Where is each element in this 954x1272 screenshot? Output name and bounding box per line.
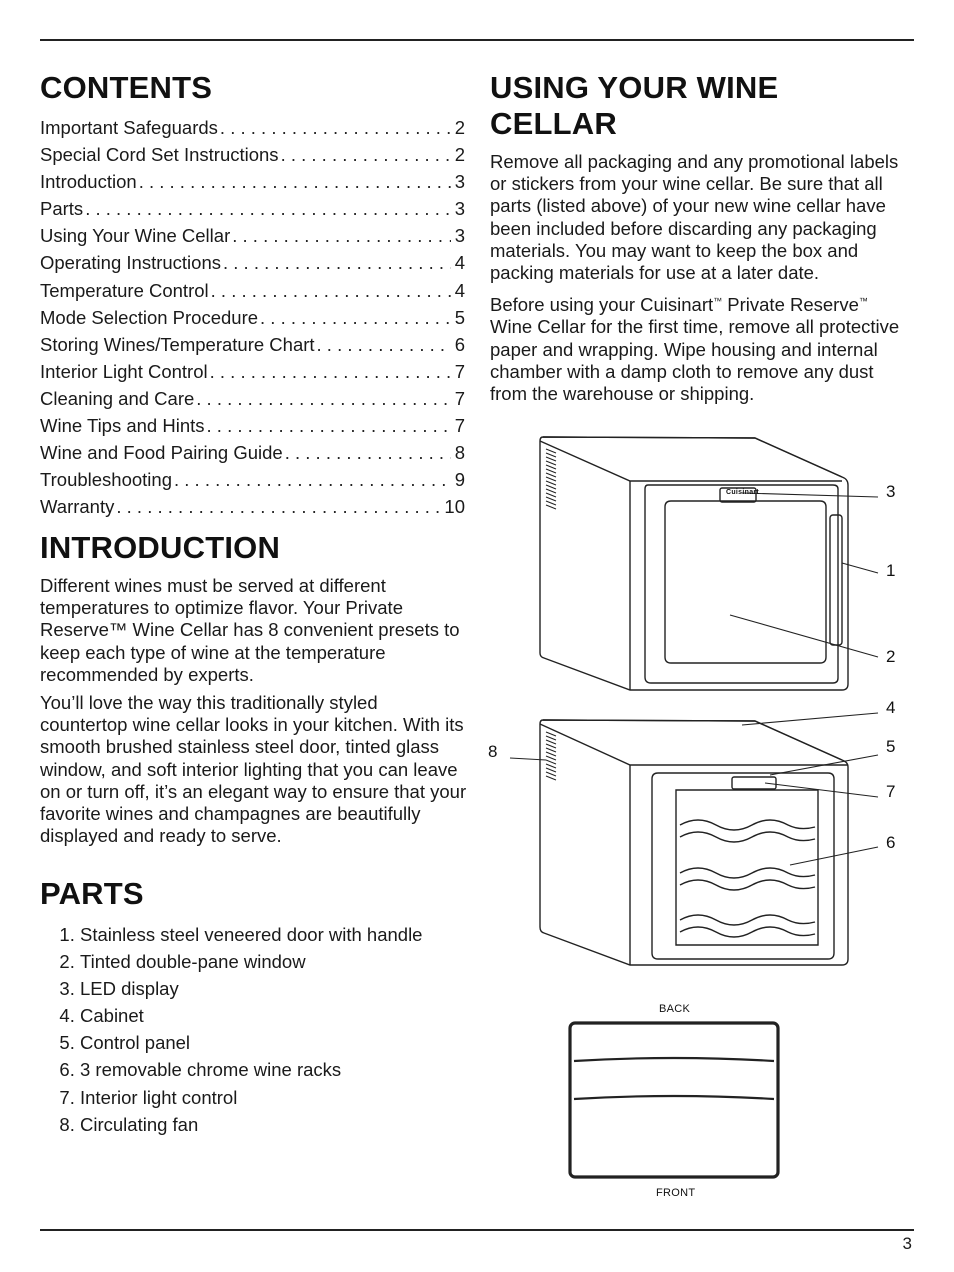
toc-entry-title: Interior Light Control (40, 360, 208, 382)
toc-entry-title: Mode Selection Procedure (40, 306, 259, 328)
toc-entry-page: 9 (454, 469, 465, 491)
callout-3: 3 (886, 482, 896, 501)
parts-item-number: 7. (59, 1086, 80, 1108)
parts-item-label: Circulating fan (80, 1113, 199, 1135)
using-paragraph-2 (490, 290, 910, 405)
toc-leader-dots (196, 385, 450, 412)
brand-logo-text: Cuisinart (726, 489, 760, 496)
using-paragraph-1: Remove all packaging and any promotional labels or stickers from your wine cellar. Be sure that all parts (listed above) of your new wine cellar have been included before discarding any packaging materials. You may want to keep the box and packing materials for use at a later date. (490, 151, 899, 284)
toc-entry-page: 5 (454, 306, 465, 328)
parts-item-number: 1. (59, 924, 80, 945)
toc-entry-page: 6 (454, 333, 465, 355)
parts-item-label: LED display (80, 978, 179, 1000)
toc-entry (40, 168, 465, 195)
parts-list-item (40, 1111, 470, 1138)
toc-leader-dots (281, 141, 451, 168)
toc-entry-title: Cleaning and Care (40, 387, 195, 409)
toc-entry-title: Important Safeguards (40, 117, 218, 138)
toc-entry (40, 385, 465, 412)
toc-entry (40, 358, 465, 385)
parts-list-item (40, 1002, 470, 1029)
toc-entry-title: Troubleshooting (40, 469, 172, 491)
toc-entry-page: 8 (454, 442, 465, 464)
toc-leader-dots (260, 304, 451, 331)
toc-leader-dots (116, 493, 440, 520)
top-rule (40, 39, 914, 41)
using-p2-text-b: Private Reserve (722, 294, 859, 316)
toc-entry-title: Temperature Control (40, 279, 209, 301)
toc-entry-page: 2 (454, 117, 465, 138)
toc-entry-page: 3 (454, 171, 465, 193)
callout-5: 5 (886, 737, 896, 756)
back-label: BACK (659, 1003, 691, 1015)
parts-item-number: 5. (59, 1032, 80, 1054)
toc-entry-title: Wine and Food Pairing Guide (40, 442, 283, 464)
toc-entry-page: 3 (454, 198, 465, 220)
toc-entry (40, 466, 465, 493)
toc-entry (40, 304, 465, 331)
toc-entry (40, 114, 465, 141)
callout-6: 6 (886, 833, 896, 852)
toc-entry (40, 331, 465, 358)
introduction-heading: INTRODUCTION (40, 530, 281, 565)
parts-list-item (40, 921, 470, 948)
toc-entry-title: Warranty (40, 496, 115, 518)
using-p2-text-c: Wine Cellar for the first time, remove all protective paper and wrapping. Wipe housing and internal chamber with a damp cloth to remove any dust from the warehouse or shipping. (490, 316, 900, 405)
toc-entry-page: 7 (454, 387, 465, 409)
callout-8: 8 (488, 742, 498, 761)
using-heading: USING YOUR WINE CELLAR (490, 70, 779, 141)
toc-entry (40, 249, 465, 276)
table-of-contents (40, 114, 465, 520)
parts-item-number: 6. (59, 1059, 80, 1081)
toc-leader-dots (220, 114, 451, 141)
parts-item-label: Stainless steel veneered door with handle (80, 924, 423, 945)
toc-entry-page: 3 (454, 225, 465, 247)
toc-leader-dots (210, 358, 451, 385)
toc-leader-dots (139, 168, 451, 195)
parts-item-label: Control panel (80, 1032, 191, 1054)
parts-item-number: 8. (59, 1113, 80, 1135)
toc-entry (40, 277, 465, 304)
parts-list-item (40, 975, 470, 1002)
parts-item-label: Tinted double-pane window (80, 951, 306, 973)
callout-7: 7 (886, 782, 896, 801)
toc-leader-dots (317, 331, 451, 358)
parts-section (40, 876, 470, 1138)
using-section (490, 70, 910, 405)
toc-entry (40, 439, 465, 466)
toc-entry-page: 4 (454, 279, 465, 301)
page-number: 3 (902, 1234, 912, 1253)
parts-item-number: 3. (59, 978, 80, 1000)
trademark-symbol: ™ (858, 296, 868, 307)
introduction-paragraph-2: You’ll love the way this traditionally styled countertop wine cellar looks in your kitchen. With its smooth brushed stainless steel door, tinted glass window, and soft interior lighting that you can leave on or turn off, it’s an elegant way to ensure that your favorite wines and champagnes are beautifully displayed and ready to serve. (40, 692, 467, 847)
parts-item-label: Interior light control (80, 1086, 238, 1108)
toc-entry-title: Introduction (40, 171, 137, 193)
toc-leader-dots (174, 466, 451, 493)
callout-4: 4 (886, 698, 896, 717)
parts-list-item (40, 1056, 470, 1083)
toc-leader-dots (285, 439, 451, 466)
toc-entry-page: 2 (454, 144, 465, 166)
parts-item-label: Cabinet (80, 1005, 144, 1027)
parts-list-item (40, 1029, 470, 1056)
toc-entry-page: 4 (454, 252, 465, 274)
toc-entry-page: 7 (454, 360, 465, 382)
toc-leader-dots (207, 412, 451, 439)
parts-heading: PARTS (40, 876, 144, 911)
toc-entry-title: Operating Instructions (40, 252, 221, 274)
parts-item-number: 2. (59, 951, 80, 973)
bottom-rule (40, 1229, 914, 1231)
parts-item-label: 3 removable chrome wine racks (80, 1059, 342, 1081)
trademark-symbol: ™ (713, 296, 723, 307)
parts-list-item (40, 948, 470, 975)
front-label: FRONT (656, 1187, 696, 1199)
introduction-paragraph-1: Different wines must be served at different temperatures to optimize flavor. Your Private Reserve™ Wine Cellar has 8 convenient presets to keep each type of wine at the temperature recommended by experts. (40, 575, 460, 685)
contents-section (40, 70, 465, 520)
toc-entry-title: Using Your Wine Cellar (40, 225, 231, 247)
toc-entry (40, 222, 465, 249)
parts-list (40, 921, 470, 1138)
wine-cellar-illustration (480, 425, 920, 1205)
toc-leader-dots (85, 195, 451, 222)
toc-entry-title: Special Cord Set Instructions (40, 144, 279, 166)
toc-entry-title: Parts (40, 198, 84, 220)
toc-leader-dots (211, 277, 451, 304)
toc-entry-title: Storing Wines/Temperature Chart (40, 333, 315, 355)
toc-leader-dots (232, 222, 450, 249)
parts-item-number: 4. (59, 1005, 80, 1027)
wine-cellar-diagram (480, 425, 920, 1205)
toc-entry (40, 141, 465, 168)
introduction-section (40, 530, 470, 847)
callout-1: 1 (886, 561, 896, 580)
contents-heading: CONTENTS (40, 70, 213, 105)
toc-entry-page: 10 (444, 496, 465, 518)
using-p2-text-a: Before using your Cuisinart (490, 294, 714, 316)
parts-list-item (40, 1084, 470, 1111)
toc-entry (40, 493, 465, 520)
toc-entry (40, 412, 465, 439)
toc-entry-page: 7 (454, 415, 465, 437)
callout-2: 2 (886, 647, 896, 666)
toc-entry-title: Wine Tips and Hints (40, 415, 205, 437)
toc-leader-dots (223, 249, 451, 276)
toc-entry (40, 195, 465, 222)
